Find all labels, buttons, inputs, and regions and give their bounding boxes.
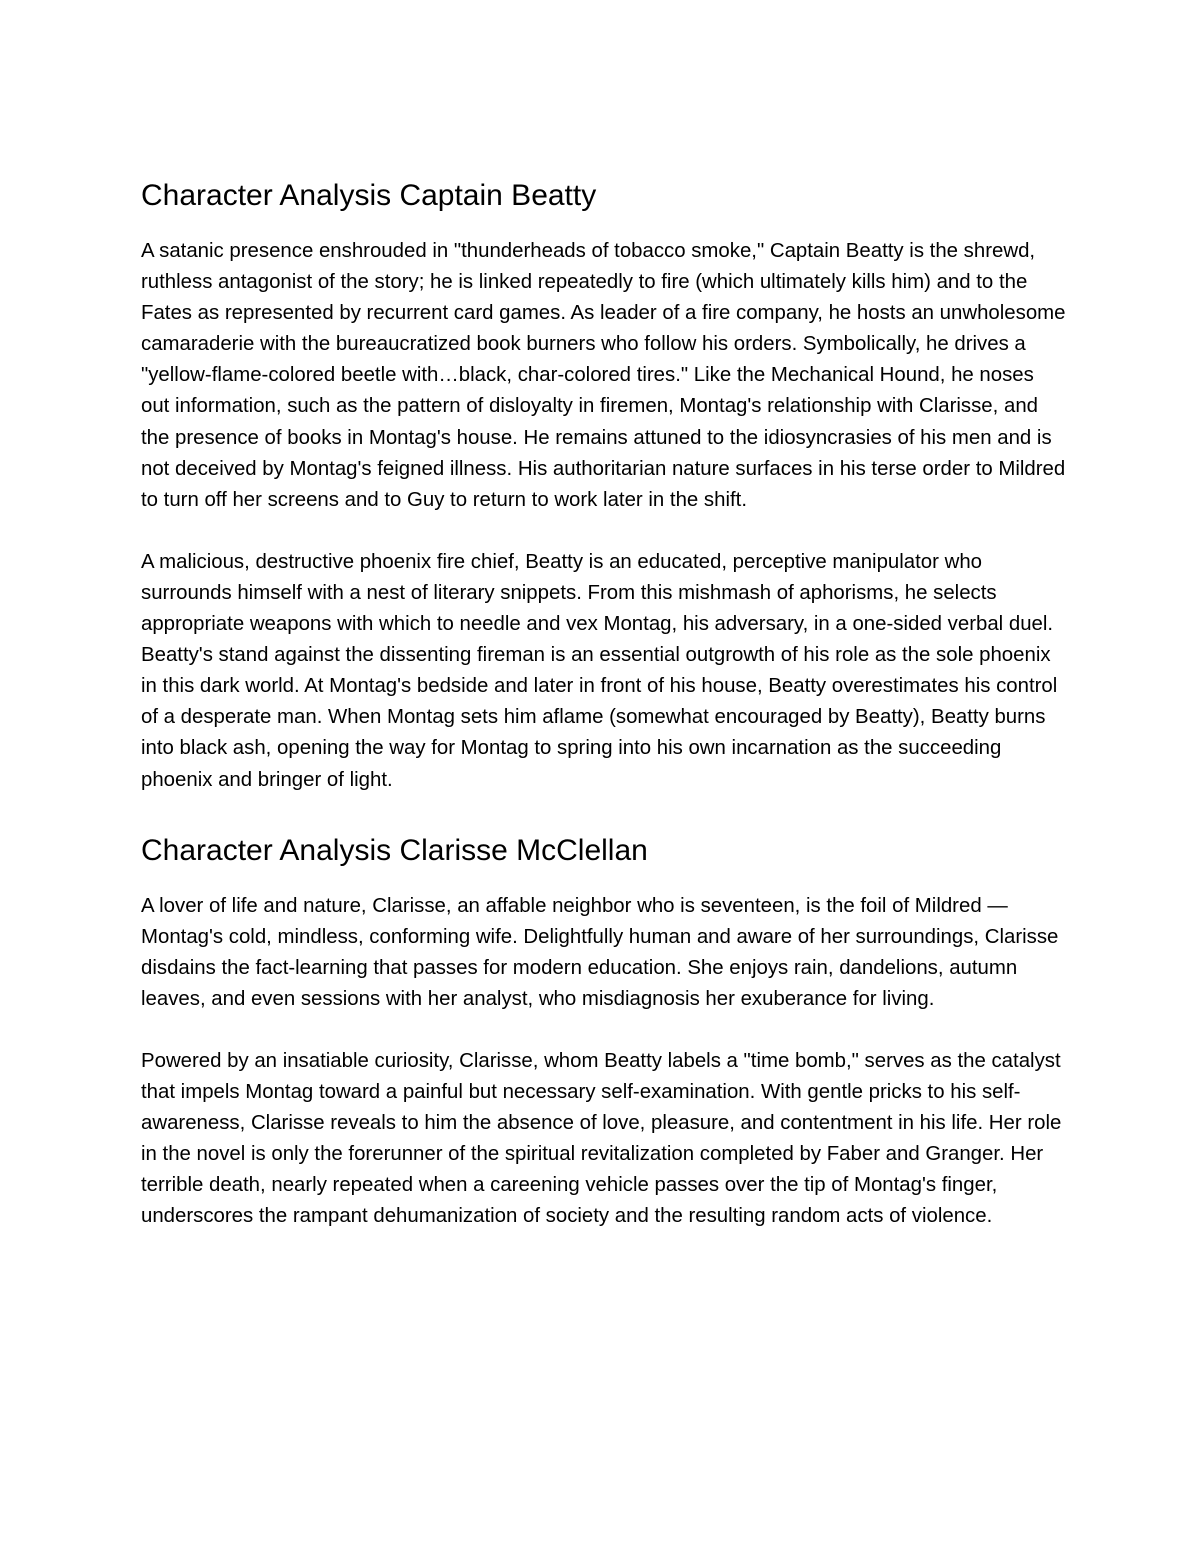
paragraph: Powered by an insatiable curiosity, Clarisse, whom Beatty labels a "time bomb," serves as the catalyst that impels Montag toward a painful but necessary self-examination. With gentle pricks to his self-awareness, Clarisse reveals to him the absence of love, pleasure, and contentment in his life. Her role in the novel is only the forerunner of the spiritual revitalization completed by Faber and Granger. Her terrible death, nearly repeated when a careening vehicle passes over the tip of Montag's finger, underscores the rampant dehumanization of society and the resulting random acts of violence. bbox=[141, 1049, 1062, 1228]
paragraph: A malicious, destructive phoenix fire chief, Beatty is an educated, perceptive manipulator who surrounds himself with a nest of literary snippets. From this mishmash of aphorisms, he selects appropriate weapons with which to needle and vex Montag, his adversary, in a one-sided verbal duel. Beatty's stand against the dissenting fireman is an essential outgrowth of his role as the sole phoenix in this dark world. At Montag's bedside and later in front of his house, Beatty overestimates his control of a desperate man. When Montag sets him aflame (somewhat encouraged by Beatty), Beatty burns into black ash, opening the way for Montag to spring into his own incarnation as the succeeding phoenix and bringer of light. bbox=[141, 550, 1058, 791]
paragraph: A lover of life and nature, Clarisse, an affable neighbor who is seventeen, is the foil of Mildred — Montag's cold, mindless, conforming wife. Delightfully human and aware of her surroundings, Clarisse disdains the fact-learning that passes for modern education. She enjoys rain, dandelions, autumn leaves, and even sessions with her analyst, who misdiagnosis her exuberance for living. bbox=[141, 894, 1059, 1010]
section-heading: Character Analysis Clarisse McClellan bbox=[141, 833, 648, 867]
section-beatty bbox=[141, 172, 1066, 796]
document-page bbox=[141, 172, 1066, 1264]
section-heading: Character Analysis Captain Beatty bbox=[141, 179, 597, 212]
section-clarisse bbox=[141, 827, 1066, 1233]
paragraph: A satanic presence enshrouded in "thunderheads of tobacco smoke," Captain Beatty is the shrewd, ruthless antagonist of the story; he is linked repeatedly to fire (which ultimately kills him) and to the Fates as represented by recurrent card games. As leader of a fire company, he hosts an unwholesome camaraderie with the bureaucratized book burners who follow his orders. Symbolically, he drives a "yellow-flame-colored beetle with…black, char-colored tires." Like the Mechanical Hound, he noses out information, such as the pattern of disloyalty in firemen, Montag's relationship with Clarisse, and the presence of books in Montag's house. He remains attuned to the idiosyncrasies of his men and is not deceived by Montag's feigned illness. His authoritarian nature surfaces in his terse order to Mildred to turn off her screens and to Guy to return to work later in the shift. bbox=[141, 240, 1066, 511]
